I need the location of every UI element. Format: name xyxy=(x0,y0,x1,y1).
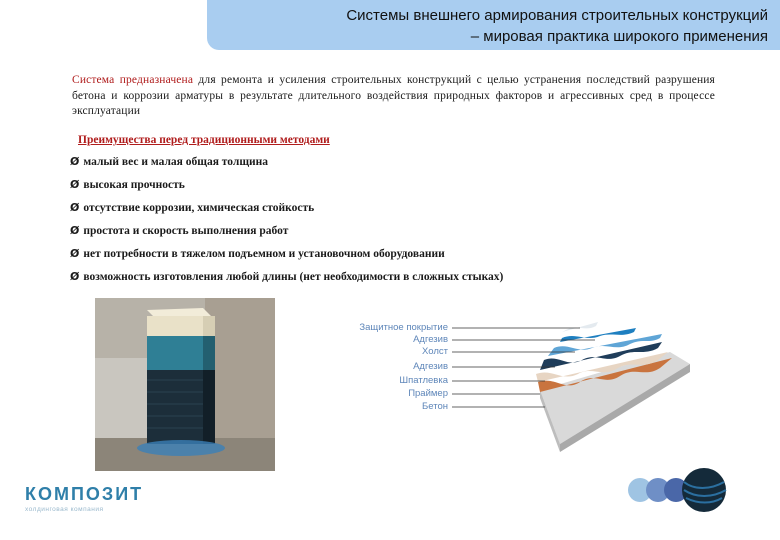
list-item-text: малый вес и малая общая толщина xyxy=(83,156,269,168)
layer-label-primer: Праймер xyxy=(408,388,448,399)
layer-label-adhesive-top: Адгезив xyxy=(413,334,448,345)
list-item-text: высокая прочность xyxy=(83,179,185,191)
list-item-text: отсутствие коррозии, химическая стойкость xyxy=(83,202,315,214)
layer-label-fabric: Холст xyxy=(422,346,448,357)
arrow-bullet-icon: Ø xyxy=(70,178,80,191)
arrow-bullet-icon: Ø xyxy=(70,247,80,260)
decorative-circles xyxy=(620,460,780,520)
intro-emphasis: Система предназначена xyxy=(72,74,194,86)
arrow-bullet-icon: Ø xyxy=(70,224,80,237)
page-title-line-1: Системы внешнего армирования строительных конструкций xyxy=(346,7,768,24)
layer-label-protective-coating: Защитное покрытие xyxy=(359,322,448,333)
list-item-text: простота и скорость выполнения работ xyxy=(83,225,289,237)
intro-paragraph xyxy=(72,73,715,120)
list-item xyxy=(70,178,750,201)
title-banner xyxy=(207,0,780,50)
column-photo xyxy=(95,298,275,471)
layer-label-adhesive-bottom: Адгезив xyxy=(413,361,448,372)
list-item xyxy=(70,155,750,178)
list-item-text: возможность изготовления любой длины (нет необходимости в сложных стыках) xyxy=(83,271,504,283)
list-item xyxy=(70,270,750,293)
list-item xyxy=(70,201,750,224)
layer-label-concrete: Бетон xyxy=(422,401,448,412)
arrow-bullet-icon: Ø xyxy=(70,201,80,214)
company-tagline: холдинговая компания xyxy=(25,506,104,513)
layer-diagram xyxy=(340,312,700,452)
list-item xyxy=(70,247,750,270)
advantages-heading: Преимущества перед традиционными методами xyxy=(78,134,330,146)
advantages-list xyxy=(70,155,750,293)
layer-label-putty: Шпатлевка xyxy=(399,375,448,386)
company-logo: КОМПОЗИТ xyxy=(25,484,144,504)
page-title-line-2: – мировая практика широкого применения xyxy=(470,28,768,45)
list-item-text: нет потребности в тяжелом подъемном и установочном оборудовании xyxy=(83,248,445,260)
intro-text: для ремонта и усиления строительных конструкций с целью устранения последствий разрушения бетона и коррозии арматуры в результате длительного воздействия природных факторов и агрессивных сред в процессе эксплуатации xyxy=(72,74,715,117)
arrow-bullet-icon: Ø xyxy=(70,270,80,283)
list-item xyxy=(70,224,750,247)
arrow-bullet-icon: Ø xyxy=(70,155,80,168)
